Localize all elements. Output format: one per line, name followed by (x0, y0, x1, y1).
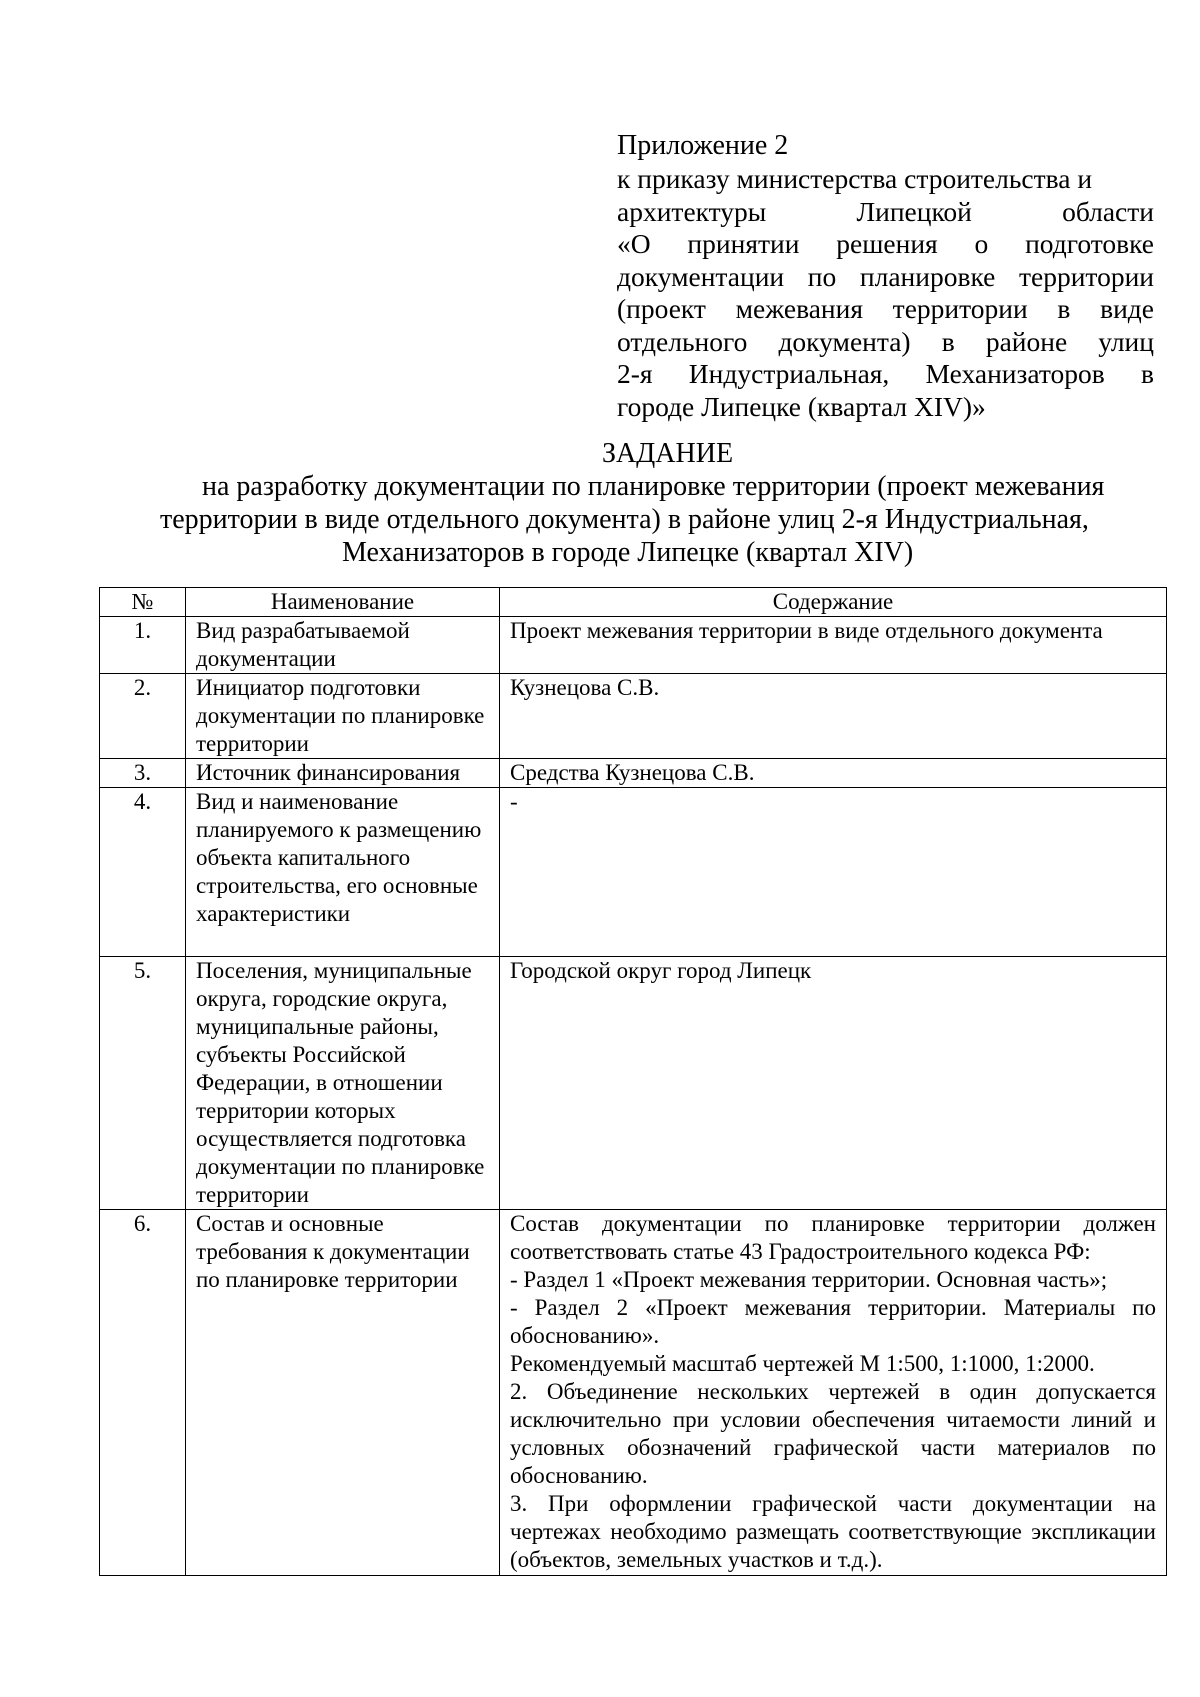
appendix-line: к приказу министерства строительства и (617, 163, 1093, 194)
appendix-line: отдельного документа) в районе улиц (617, 325, 1154, 357)
row-number: 2. (100, 674, 186, 759)
row-name: Поселения, муниципальные округа, городские округа, муниципальные районы, субъекты Российской Федерации, в отношении территории которых осуществляется подготовка документации по планировке территории (186, 957, 500, 1210)
content-paragraph: - Раздел 2 «Проект межевания территории. Материалы по обоснованию». (510, 1295, 1156, 1348)
row-number: 5. (100, 957, 186, 1210)
appendix-line: городе Липецке (квартал XIV)» (617, 390, 986, 422)
header-name: Наименование (186, 588, 500, 617)
appendix-text (617, 163, 1154, 423)
appendix-line: (проект межевания территории в виде (617, 293, 1154, 324)
appendix-line: архитектуры Липецкой области (617, 195, 1154, 227)
table-row (100, 1210, 1167, 1576)
row-content: Средства Кузнецова С.В. (500, 759, 1167, 788)
row-name: Инициатор подготовки документации по планировке территории (186, 674, 500, 759)
content-paragraph: Состав документации по планировке территории должен соответствовать статье 43 Градостроительного кодекса РФ: (510, 1211, 1156, 1264)
document-subtitle (0, 470, 1200, 569)
row-content: Проект межевания территории в виде отдельного документа (500, 617, 1167, 674)
row-number: 6. (100, 1210, 186, 1576)
row-name: Вид и наименование планируемого к размещению объекта капитального строительства, его основные характеристики (186, 788, 500, 957)
subtitle-line: территории в виде отдельного документа) в районе улиц 2-я Индустриальная, (160, 504, 1089, 535)
content-paragraph: 2. Объединение нескольких чертежей в один допускается исключительно при условии обеспечения читаемости линий и условных обозначений графической части материалов по обоснованию. (510, 1379, 1156, 1488)
row-content: Городской округ город Липецк (500, 957, 1167, 1210)
table-row (100, 674, 1167, 759)
task-table (99, 587, 1167, 1576)
appendix-line: документации по планировке территории (617, 260, 1154, 292)
header-content: Содержание (500, 588, 1167, 617)
row-content: Кузнецова С.В. (500, 674, 1167, 759)
row-name: Состав и основные требования к документации по планировке территории (186, 1210, 500, 1576)
subtitle-line: Механизаторов в городе Липецке (квартал XIV) (342, 537, 914, 568)
row-name: Источник финансирования (186, 759, 500, 788)
row-content (500, 1210, 1167, 1576)
table-row (100, 788, 1167, 957)
row-number: 1. (100, 617, 186, 674)
subtitle-line: на разработку документации по планировке территории (проект межевания (202, 471, 1105, 502)
content-paragraph: 3. При оформлении графической части документации на чертежах необходимо размещать соответствующие экспликации (объектов, земельных участков и т.д.). (510, 1491, 1156, 1572)
table-row (100, 759, 1167, 788)
appendix-line: «О принятии решения о подготовке (617, 228, 1154, 259)
row-number: 3. (100, 759, 186, 788)
appendix-line: 2-я Индустриальная, Механизаторов в (617, 358, 1154, 389)
table-row (100, 957, 1167, 1210)
row-name: Вид разрабатываемой документации (186, 617, 500, 674)
row-number: 4. (100, 788, 186, 957)
table-header-row (100, 588, 1167, 617)
content-paragraph: Рекомендуемый масштаб чертежей М 1:500, 1:1000, 1:2000. (510, 1351, 1095, 1376)
appendix-title: Приложение 2 (617, 130, 789, 161)
document-title: ЗАДАНИЕ (601, 438, 734, 469)
header-number: № (100, 588, 186, 617)
content-paragraph: - Раздел 1 «Проект межевания территории. Основная часть»; (510, 1267, 1108, 1292)
table-row (100, 617, 1167, 674)
row-content: - (500, 788, 1167, 957)
